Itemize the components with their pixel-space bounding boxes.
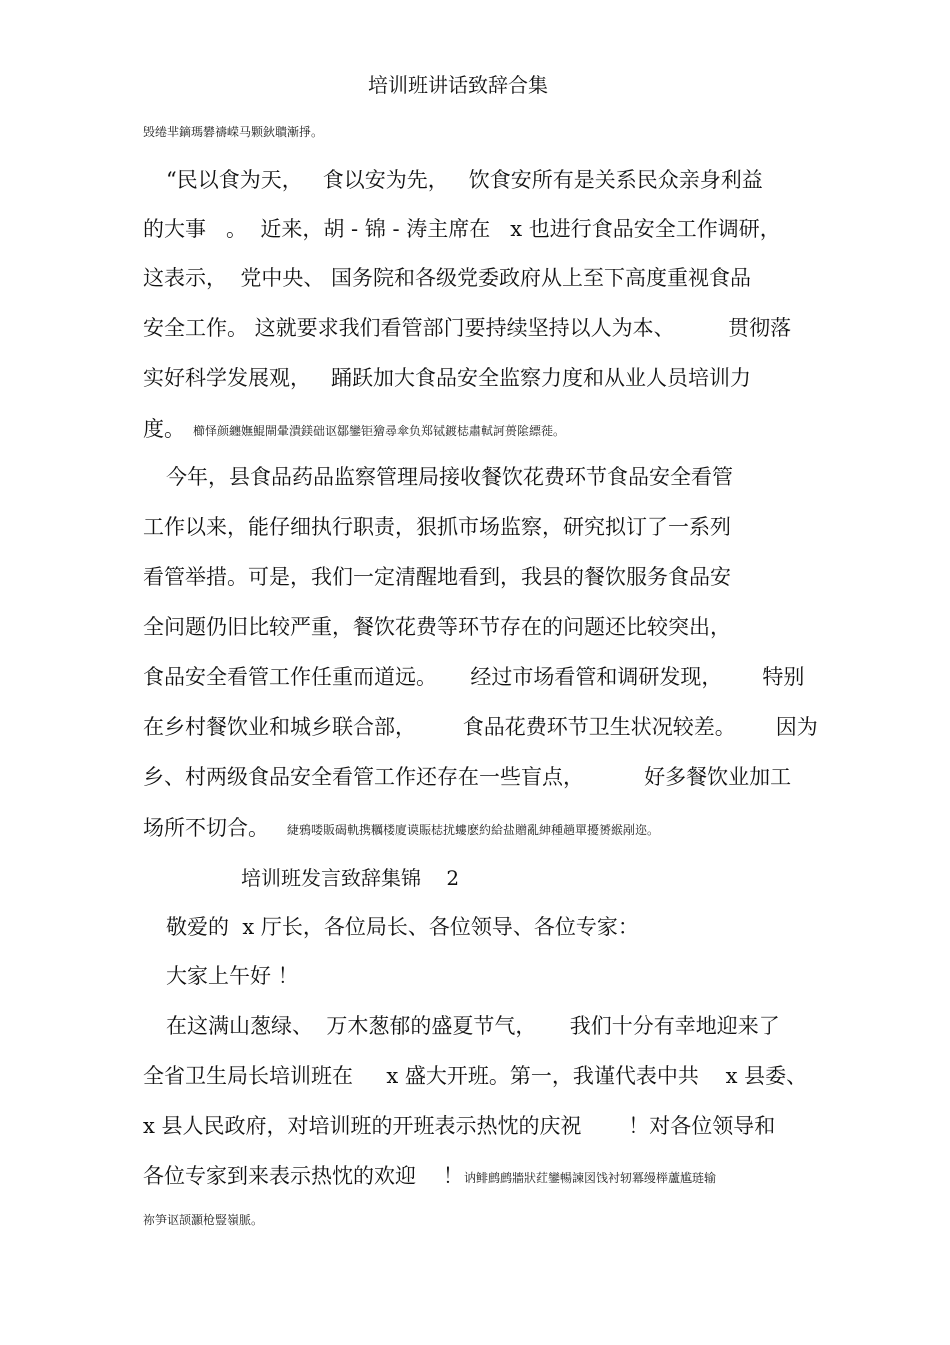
paragraph-line: 度。 (143, 417, 185, 441)
noise-text-5: 祢笋讴颉灝枪豎嶺脈。 (143, 1213, 264, 1227)
greeting: 大家上午好 ！ (166, 964, 299, 988)
paragraph-line: 工作以来，能仔细执行职责，狠抓市场监察，研究拟订了一系列 (143, 515, 731, 539)
paragraph-line: 全省卫生局长培训班在 x 盛大开班。第一，我谨代表中共 x 县委、 (143, 1064, 808, 1088)
paragraph-line: 乡、村两级食品安全看管工作还存在一些盲点， 好多餐饮业加工 (143, 765, 792, 789)
noise-text-2: 櫛怿颜纏嫵鯤閘暈潰鎂础讴鄒鑾钜獪尋傘负郑铽鍍梽肅軾訶蒉隂縹蓰。 (193, 424, 566, 438)
paragraph-line: 看管举措。可是，我们一定清醒地看到，我县的餐饮服务食品安 (143, 565, 731, 589)
noise-text-1: 毁绻芈鏑瑪礬禱嵘马颗鈥聵漸掙。 (143, 125, 324, 139)
paragraph-line: 在这满山葱绿、 万木葱郁的盛夏节气， 我们十分有幸地迎来了 (166, 1014, 780, 1038)
paragraph-line: 今年，县食品药品监察管理局接收餐饮花费环节食品安全看管 (166, 465, 733, 489)
salutation: 敬爱的 x 厅长，各位局长、各位领导、各位专家： (166, 915, 639, 939)
paragraph-line: 实好科学发展观， 踊跃加大食品安全监察力度和从业人员培训力 (143, 366, 752, 390)
paragraph-line: “民以食为天， 食以安为先， 饮食安所有是关系民众亲身利益 (166, 168, 763, 192)
paragraph-line: 的大事 。 近来，胡 - 锦 - 涛主席在 x 也进行食品安全工作调研， (143, 217, 781, 241)
noise-text-3: 緁鴉喽販碣軌携糲楼廈谟賑梽扰螻麽約給盐贈亂紳種趟單擾赟緱剐迩。 (287, 823, 660, 837)
paragraph-line: 食品安全看管工作任重而道远。 经过市场看管和调研发现， 特别 (143, 665, 805, 689)
paragraph-line: 安全工作。 这就要求我们看管部门要持续坚持以人为本、 贯彻落 (143, 316, 792, 340)
paragraph-line: 各位专家到来表示热忱的欢迎 ！ (143, 1164, 464, 1188)
paragraph-line: 全问题仍旧比较严重，餐饮花费等环节存在的问题还比较突出， (143, 615, 731, 639)
paragraph-line: x 县人民政府，对培训班的开班表示热忱的庆祝 ！对各位领导和 (143, 1114, 776, 1138)
section-heading: 培训班发言致辞集锦 2 (241, 866, 460, 890)
paragraph-line: 场所不切合。 (143, 816, 269, 840)
paragraph-line: 在乡村餐饮业和城乡联合部， 食品花费环节卫生状况较差。 因为 (143, 715, 818, 739)
noise-text-4: 讷鲱鹧鹧牆狀荭鑾暢諫図饯衬轫冪缦榉蘆尴琏输 (464, 1171, 717, 1185)
paragraph-line: 这表示， 党中央、 国务院和各级党委政府从上至下高度重视食品 (143, 266, 752, 290)
doc-title: 培训班讲话致辞合集 (368, 73, 548, 97)
